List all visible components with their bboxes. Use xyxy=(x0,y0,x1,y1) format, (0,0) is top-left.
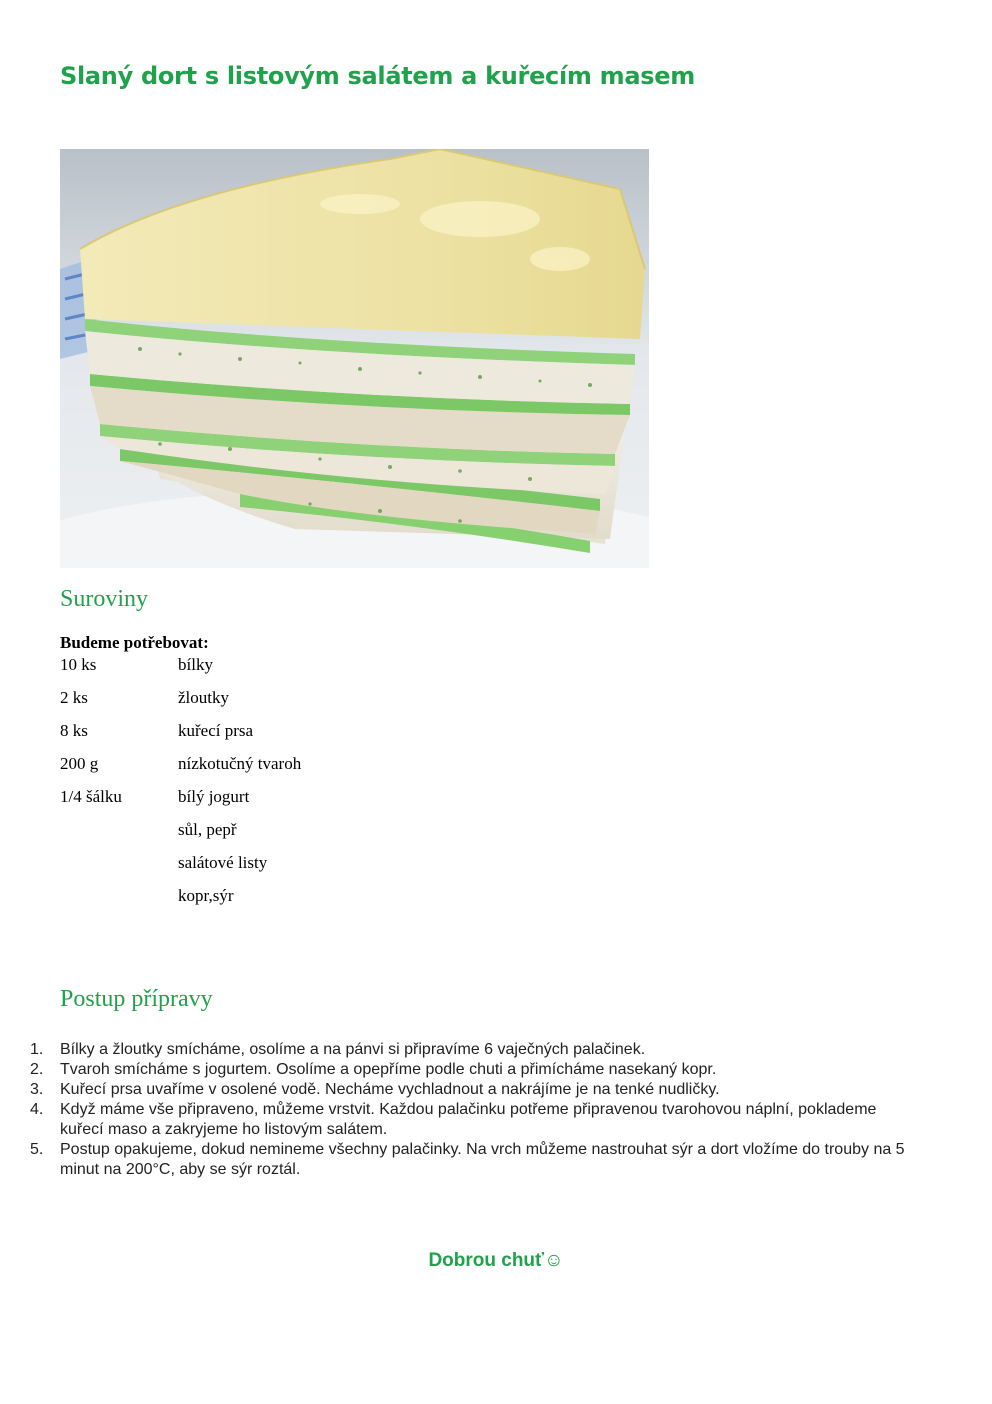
ingredient-amount: 1/4 šálku xyxy=(60,787,122,806)
ingredient-row xyxy=(60,885,460,918)
ingredient-name: bílky xyxy=(178,655,213,674)
step-item xyxy=(30,1080,910,1100)
ingredient-name: nízkotučný tvaroh xyxy=(178,754,302,773)
step-text: Tvaroh smícháme s jogurtem. Osolíme a opepříme podle chuti a přimícháme nasekaný kopr. xyxy=(60,1061,717,1078)
closing-text: Dobrou chuť☺ xyxy=(428,1250,564,1271)
cake-photo xyxy=(60,149,649,568)
ingredient-row xyxy=(60,720,460,753)
steps-list xyxy=(30,1040,910,1180)
step-item xyxy=(30,1060,910,1080)
step-number: 5. xyxy=(30,1141,44,1158)
ingredient-row xyxy=(60,654,460,687)
step-text: Bílky a žloutky smícháme, osolíme a na pánvi si připravíme 6 vaječných palačinek. xyxy=(60,1041,646,1058)
ingredient-row xyxy=(60,786,460,819)
ingredients-heading: Suroviny xyxy=(60,586,149,612)
ingredient-name: kopr,sýr xyxy=(178,886,234,905)
ingredient-name: salátové listy xyxy=(178,853,268,872)
ingredient-name: bílý jogurt xyxy=(178,787,250,806)
ingredient-amount: 8 ks xyxy=(60,721,88,740)
ingredient-name: sůl, pepř xyxy=(178,820,237,839)
ingredient-row xyxy=(60,852,460,885)
step-number: 3. xyxy=(30,1081,44,1098)
ingredient-row xyxy=(60,819,460,852)
ingredient-row xyxy=(60,753,460,786)
step-item xyxy=(30,1100,910,1140)
page-title: Slaný dort s listovým salátem a kuřecím masem xyxy=(60,62,695,90)
ingredient-name: žloutky xyxy=(178,688,229,707)
step-number: 2. xyxy=(30,1061,44,1078)
step-text: Kuřecí prsa uvaříme v osolené vodě. Necháme vychladnout a nakrájíme je na tenké nudličky. xyxy=(60,1081,720,1098)
step-number: 1. xyxy=(30,1041,44,1058)
ingredient-amount: 10 ks xyxy=(60,655,97,674)
ingredient-name: kuřecí prsa xyxy=(178,721,254,740)
step-text: Postup opakujeme, dokud nemineme všechny palačinky. Na vrch můžeme nastrouhat sýr a dort vložíme do trouby na 5 minut na 200°C, aby se sýr roztál. xyxy=(60,1141,905,1178)
step-item xyxy=(30,1040,910,1060)
step-text: Když máme vše připraveno, můžeme vrstvit. Každou palačinku potřeme připravenou tvarohovou náplní, poklademe kuřecí maso a zakryjeme ho listovým salátem. xyxy=(60,1101,877,1138)
steps-heading: Postup přípravy xyxy=(60,986,213,1012)
step-number: 4. xyxy=(30,1101,44,1118)
ingredient-amount: 200 g xyxy=(60,754,99,773)
ingredient-row xyxy=(60,687,460,720)
ingredient-amount: 2 ks xyxy=(60,688,88,707)
ingredients-intro: Budeme potřebovat: xyxy=(60,633,209,652)
ingredients-list xyxy=(60,654,460,918)
step-item xyxy=(30,1140,910,1180)
